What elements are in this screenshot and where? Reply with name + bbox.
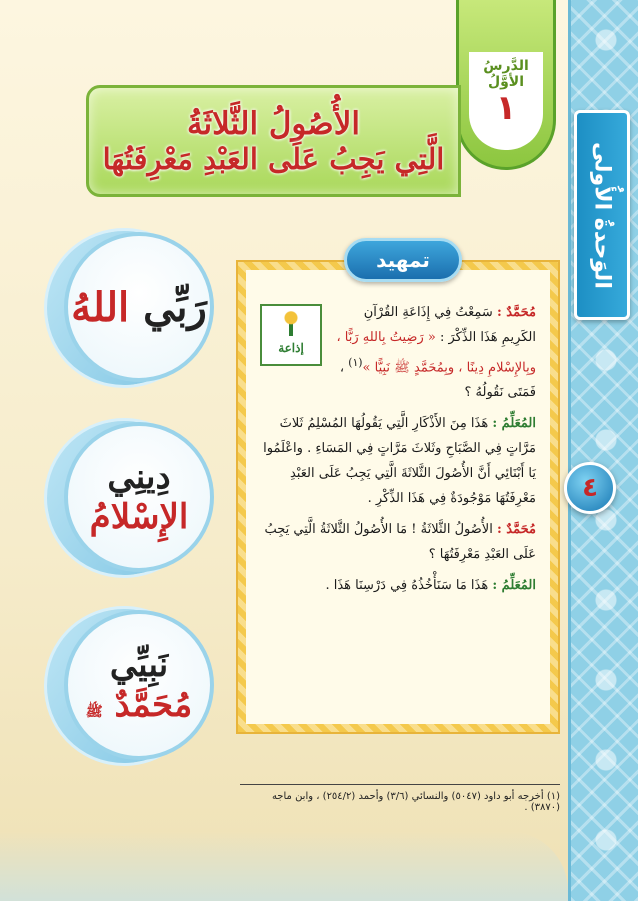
dialog-text: هَذَا مِنَ الأَذْكَارِ الَّتِي يَقُولُهَا المُسْلِمُ ثَلاثَ مَرَّاتٍ فِي الصَّبَاحِ وثَلاثَ مَرَّاتٍ فِي المَسَاءِ . واعْلَمُوا يَا أَبْنَائِي أَنَّ الأُصُولَ الثَّلاثَةَ الَّتِي يَجِبُ عَلَى العَبْدِ مَعْرِفَتُهَا مَوْجُودَةٌ فِي هَذَا الذِّكْرِ . — [263, 416, 536, 507]
speaker-name: المُعَلِّمُ : — [492, 578, 536, 594]
circle-text-red — [86, 685, 192, 725]
circle-text-red: اللهُ — [71, 283, 130, 331]
dialog-text: الأُصُولُ الثَّلاثَةُ ! مَا الأُصُولُ الثَّلاثَةُ الَّتِي يَجِبُ عَلَى العَبْدِ مَعْرِفَتُهَا ؟ — [264, 522, 536, 563]
circle-front — [64, 422, 214, 572]
speaker-name: مُحَمَّدٌ : — [496, 305, 536, 320]
circle-red-name: مُحَمَّدٌ — [114, 685, 193, 725]
dialog-turn — [260, 517, 536, 567]
salutation-glyph: ﷺ — [85, 704, 103, 720]
footnote-ref: (١) — [348, 356, 363, 369]
circle-my-religion — [58, 418, 218, 578]
page-title-line2: الَّتِي يَجِبُ عَلَى العَبْدِ مَعْرِفَتُهَا — [102, 142, 445, 176]
radio-logo-label: إذاعة — [278, 340, 304, 355]
footnote: (١) أخرجه أبو داود (٥٠٤٧) والنسائي (٣/٦) وأحمد (٢٥٤/٢) ، وابن ماجه (٣٨٧٠) . — [240, 784, 560, 813]
quran-radio-logo — [260, 304, 322, 366]
dialog-text-after: ، فَمَتَى نَقُولُهُ ؟ — [339, 360, 536, 401]
circle-text-black: نَبِيِّي — [109, 645, 169, 685]
dhikr-quote: « رَضِيتُ بِاللهِ رَبًّا ، وبِالإِسْلامِ دِينًا ، وبِمُحَمَّدٍ ﷺ نَبِيًّا » — [336, 330, 536, 376]
bottom-decoration — [0, 831, 568, 901]
lesson-tag-inner — [469, 52, 543, 150]
page-title-line1: الأُصُولُ الثَّلاثَةُ — [186, 106, 361, 142]
circle-my-prophet — [58, 606, 218, 766]
circle-front — [64, 232, 214, 382]
lesson-number: ١ — [495, 88, 517, 128]
dialog-text: سَمِعْتُ فِي إِذَاعَةِ القُرْآنِ الكَرِيمِ هَذَا الذِّكْرَ : — [363, 305, 536, 345]
lesson-ordinal: الأوَّلُ — [487, 74, 525, 90]
radio-tower-icon — [280, 310, 302, 336]
circle-text-black: رَبِّي — [143, 283, 207, 331]
speaker-name: المُعَلِّمُ : — [492, 416, 536, 432]
circle-text — [71, 284, 207, 331]
title-banner — [86, 85, 461, 197]
circle-front — [64, 610, 214, 760]
unit-label: الوَحدةُ الأُولى — [589, 141, 615, 289]
section-heading-pill: تمهيد — [344, 238, 462, 282]
dialog-turn — [260, 300, 536, 405]
circle-text-black: دِينِي — [107, 457, 171, 497]
circle-my-lord — [58, 228, 218, 388]
page-number-badge: ٤ — [564, 462, 616, 514]
circle-text-red: الإِسْلامُ — [89, 497, 189, 537]
dialog-text: هَذَا مَا سَنَأْخُذُهُ فِي دَرْسِنَا هَذَا . — [325, 578, 489, 594]
unit-tab — [574, 110, 630, 320]
dialog-turn — [260, 411, 536, 511]
lesson-label: الدَّرسُ — [483, 58, 529, 74]
speaker-name: مُحَمَّدٌ : — [496, 522, 536, 538]
dialog-box — [238, 262, 558, 732]
lesson-tag — [456, 0, 556, 170]
dialog-turn — [260, 573, 536, 598]
